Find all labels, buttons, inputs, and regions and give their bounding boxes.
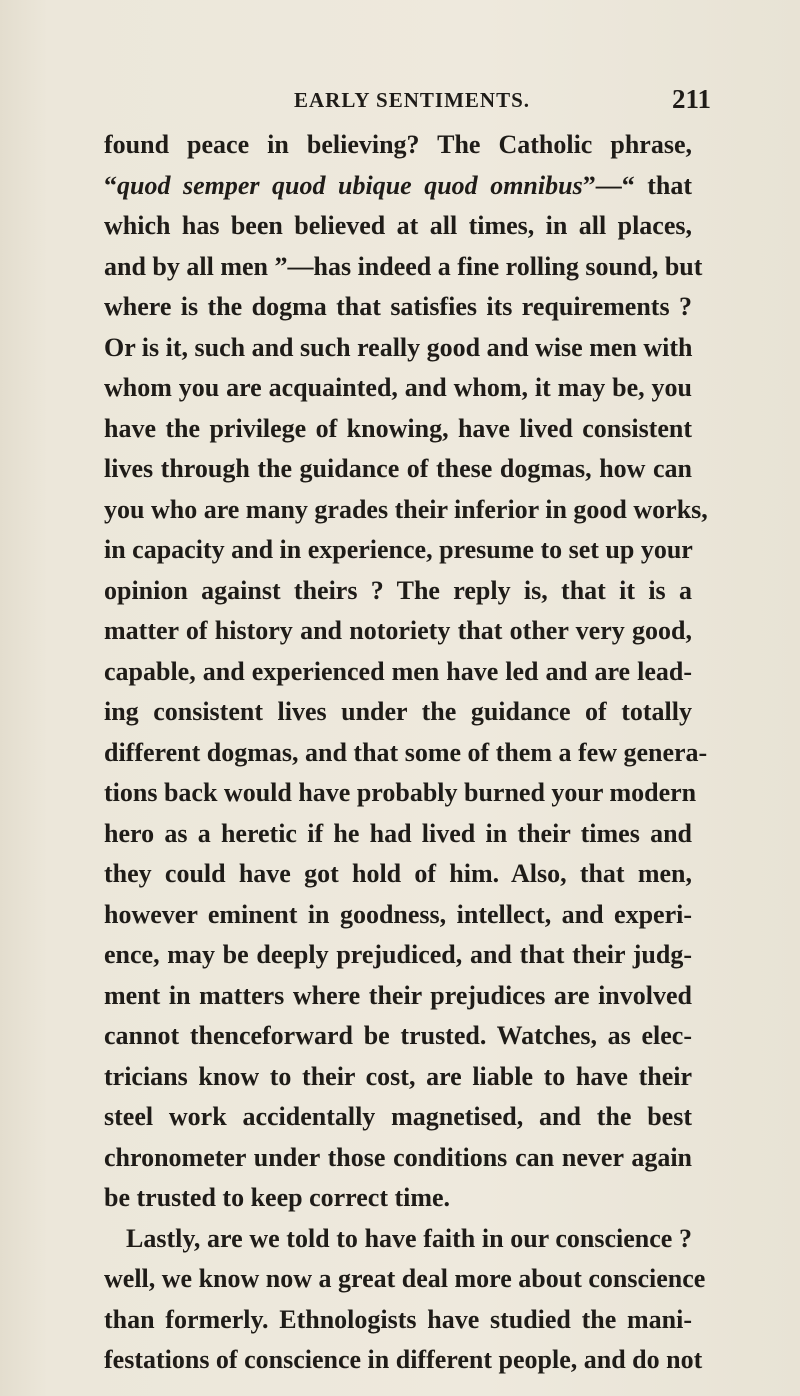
text-line <box>104 449 692 490</box>
text-line <box>104 976 692 1017</box>
text-run: be trusted to keep correct time. <box>104 1183 451 1212</box>
text-run: ing consistent lives under the guidance of totally <box>104 697 692 726</box>
text-run: Lastly, are we told to have faith in our conscience ? <box>126 1223 692 1253</box>
text-line <box>104 1300 692 1341</box>
text-run: chronometer under those conditions can never again <box>104 1142 692 1172</box>
text-line <box>104 692 692 733</box>
text-run: ence, may be deeply prejudiced, and that their judg- <box>104 940 692 969</box>
text-line <box>104 733 708 774</box>
text-run: lives through the guidance of these dogmas, how can <box>104 454 692 483</box>
text-run: in capacity and in experience, presume to set up your <box>104 535 693 564</box>
text-line <box>104 1259 706 1300</box>
text-line <box>104 1219 692 1260</box>
text-run: however eminent in goodness, intellect, and experi- <box>104 899 692 929</box>
text-line <box>104 571 692 612</box>
text-run: whom you are acquainted, and whom, it may be, you <box>104 373 692 402</box>
text-line <box>104 247 703 288</box>
text-run: which has been believed at all times, in all places, <box>104 211 692 240</box>
text-line <box>104 935 692 976</box>
body-text <box>104 125 708 1381</box>
text-run: where is the dogma that satisfies its requirements ? <box>104 292 692 321</box>
text-run: you who are many grades their inferior in good works, <box>104 494 708 524</box>
running-head-title: EARLY SENTIMENTS. <box>294 88 531 112</box>
text-run: “ <box>104 170 117 200</box>
running-head <box>0 70 800 120</box>
text-run: tricians know to their cost, are liable to have their <box>104 1061 692 1091</box>
text-run: capable, and experienced men have led and are lead- <box>104 656 692 686</box>
text-line <box>104 1178 692 1219</box>
text-run: found peace in believing? The Catholic phrase, <box>104 130 692 159</box>
text-run: Or is it, such and such really good and wise men with <box>104 332 693 362</box>
text-line <box>104 409 692 450</box>
italic-phrase: quod semper quod ubique quod omnibus <box>117 170 583 200</box>
text-run: festations of conscience in different people, and do not <box>104 1345 703 1374</box>
text-line <box>104 206 692 247</box>
text-line <box>104 1057 692 1098</box>
text-line <box>104 328 692 369</box>
text-run: tions back would have probably burned your modern <box>104 778 697 807</box>
text-line <box>104 1340 703 1381</box>
text-line <box>104 368 692 409</box>
text-line <box>104 490 708 531</box>
text-run: ment in matters where their prejudices are involved <box>104 980 692 1010</box>
text-run: opinion against theirs ? The reply is, that it is a <box>104 575 692 605</box>
text-line <box>104 125 692 166</box>
text-run: have the privilege of knowing, have lived consistent <box>104 413 692 443</box>
text-run: different dogmas, and that some of them a few genera- <box>104 737 708 767</box>
text-run: steel work accidentally magnetised, and the best <box>104 1102 692 1131</box>
text-line <box>104 287 692 328</box>
text-run: ”—“ that <box>582 170 693 200</box>
text-line <box>104 773 697 814</box>
text-run: well, we know now a great deal more about conscience <box>104 1264 706 1293</box>
text-line <box>104 611 692 652</box>
text-line <box>104 652 692 693</box>
text-line <box>104 814 692 855</box>
text-line <box>104 166 692 207</box>
page-number: 211 <box>672 84 712 114</box>
text-line <box>104 854 692 895</box>
text-line <box>104 1138 692 1179</box>
text-run: and by all men ”—has indeed a fine rolling sound, but <box>104 251 703 281</box>
text-run: than formerly. Ethnologists have studied the mani- <box>104 1304 692 1334</box>
text-run: matter of history and notoriety that other very good, <box>104 616 692 645</box>
text-line <box>104 895 692 936</box>
text-run: they could have got hold of him. Also, that men, <box>104 859 692 888</box>
text-run: hero as a heretic if he had lived in their times and <box>104 818 692 848</box>
text-line <box>104 1016 692 1057</box>
text-line <box>104 530 692 571</box>
text-run: cannot thenceforward be trusted. Watches, as elec- <box>104 1021 692 1050</box>
text-line <box>104 1097 692 1138</box>
